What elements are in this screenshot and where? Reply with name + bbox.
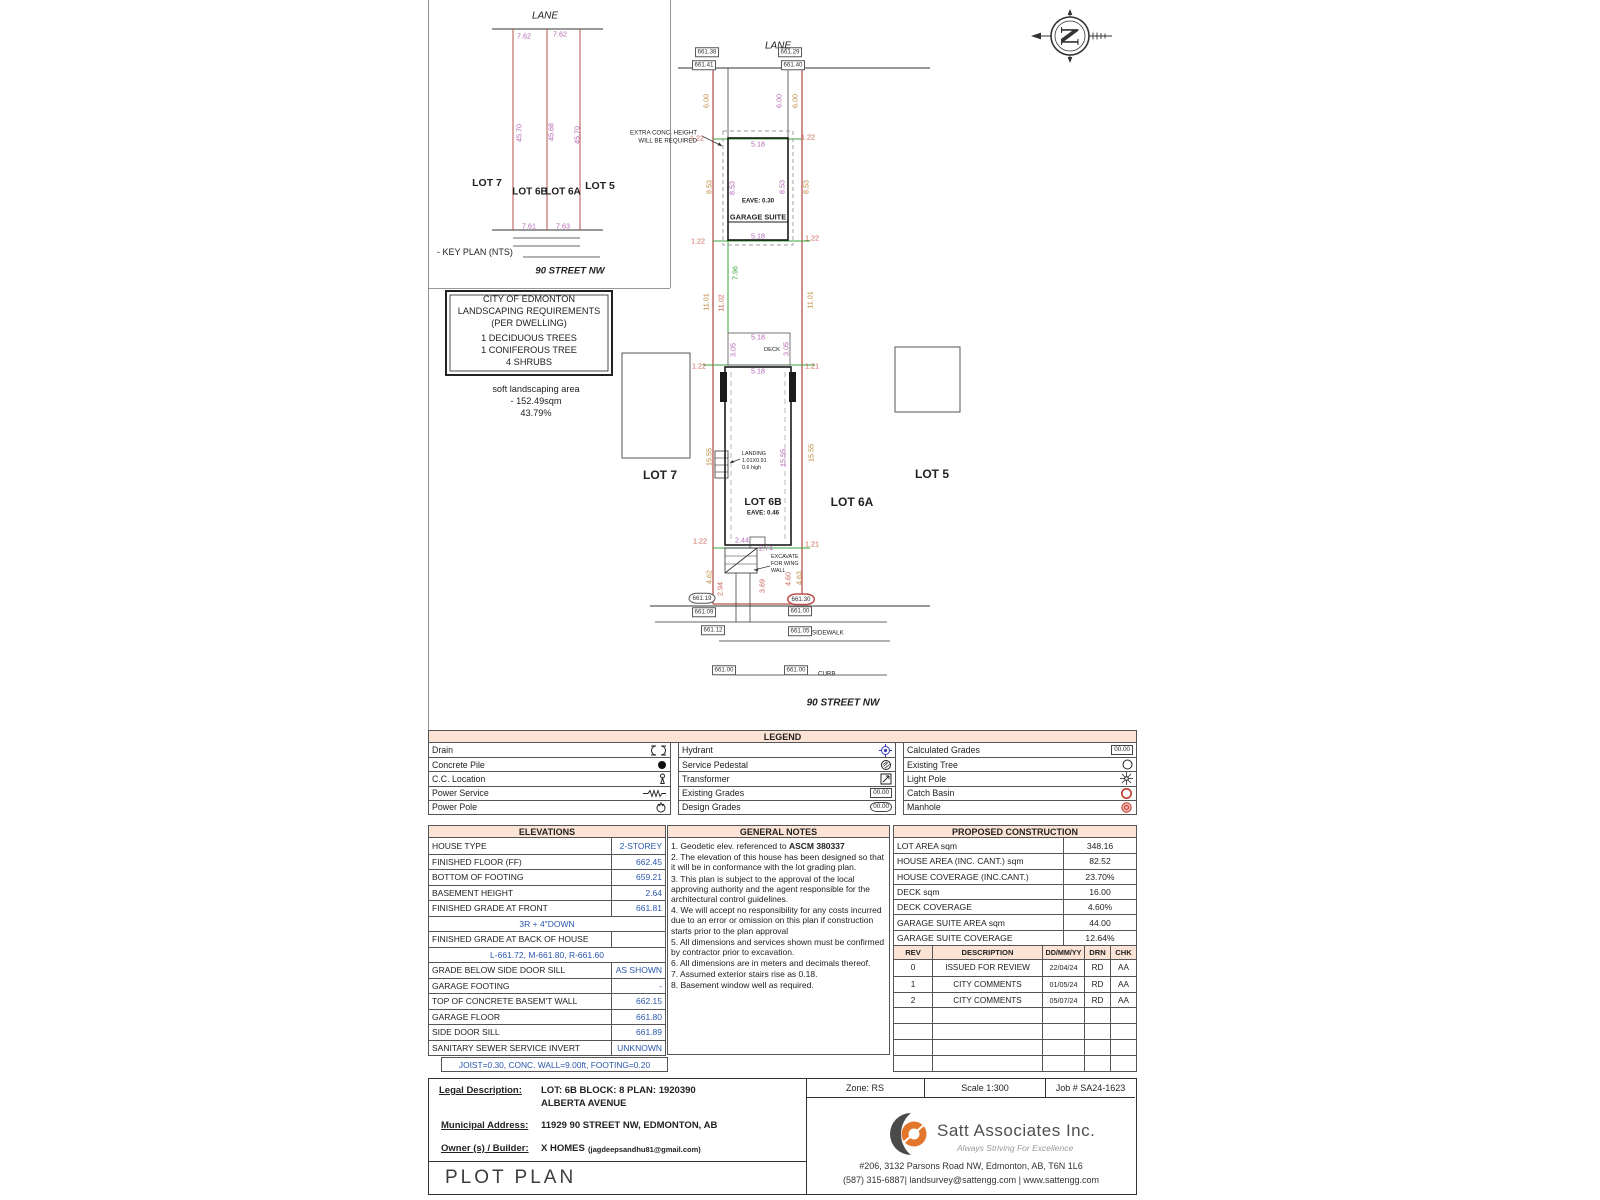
legend-row: [904, 786, 1136, 800]
revision-cell: [932, 1024, 1042, 1039]
legend-row: [679, 786, 895, 800]
light-pole-icon: [1120, 772, 1133, 785]
front-walk: [736, 573, 750, 622]
revision-cell: RD: [1084, 993, 1110, 1008]
svg-text:N: N: [1055, 26, 1085, 46]
key-plan-linework: [492, 29, 603, 257]
proposed-construction-table: [893, 825, 1137, 1072]
legend-row: [679, 771, 895, 785]
revision-header-cell: DD/MM/YY: [1042, 946, 1084, 959]
legend-row: [429, 800, 670, 814]
grade-value: 661.30: [788, 594, 815, 605]
elevation-label: TOP OF CONCRETE BASEM'T WALL: [432, 996, 578, 1007]
revision-cell: AA: [1110, 977, 1136, 992]
north-compass-icon: [1031, 9, 1112, 63]
plot-lot6b-label: LOT 6B: [744, 496, 782, 508]
legend-item-label: C.C. Location: [432, 773, 486, 784]
dimension-label: 3.05: [781, 342, 791, 356]
legend-row: [679, 800, 895, 814]
joist-note: JOIST=0.30, CONC. WALL=9.00ft, FOOTING=0.20: [441, 1057, 668, 1072]
zone-strip: [806, 1079, 1135, 1098]
general-notes-body: [667, 838, 890, 1055]
sheet-title: PLOT PLAN: [445, 1167, 577, 1188]
revision-row: [894, 960, 1136, 976]
revision-header-cell: DESCRIPTION: [932, 946, 1042, 959]
existing-grades-symbol: 00.00: [870, 788, 892, 798]
dimension-label: 8.53: [777, 180, 787, 194]
elevation-value: 662.15: [611, 994, 665, 1009]
dimension-label: 15.55: [704, 448, 714, 466]
garage-suite-label: GARAGE SUITE: [729, 212, 787, 222]
calculated-grades-symbol: 00.00: [1111, 745, 1133, 755]
elevations-row: [429, 900, 665, 916]
dimension-label: 5.18: [751, 231, 765, 241]
deck-label: DECK: [763, 347, 781, 353]
revision-row: [894, 1055, 1136, 1071]
revision-cell: [1042, 1024, 1084, 1039]
legend-row: [429, 771, 670, 785]
plot-street-label: 90 STREET NW: [806, 697, 880, 709]
revision-cell: [1084, 1056, 1110, 1071]
revision-cell: CITY COMMENTS: [932, 977, 1042, 992]
revision-cell: 1: [910, 979, 916, 989]
elevation-value: 2-STOREY: [611, 838, 665, 854]
revision-cell: 05/07/24: [1042, 993, 1084, 1008]
proposed-value: 16.00: [1063, 885, 1136, 899]
soft-landscaping-line: soft landscaping area: [492, 384, 580, 394]
company-logo-icon: [887, 1111, 933, 1157]
dimension-label: 8.53: [727, 181, 737, 195]
general-note: 1. Geodetic elev. referenced to ASCM 380337: [671, 841, 845, 851]
legend-row: [904, 743, 1136, 757]
legend-item-label: Manhole: [907, 802, 941, 813]
elevation-label: FINISHED GRADE AT FRONT: [432, 903, 548, 914]
cc-location-icon: [658, 773, 667, 785]
hydrant-icon: [879, 744, 892, 757]
dimension-label: 6.00: [774, 94, 784, 108]
dimension-label: 45.70: [572, 126, 582, 144]
grade-value: 661.00: [788, 606, 812, 616]
revision-cell: [1110, 1040, 1136, 1055]
legend-item-label: Design Grades: [682, 802, 741, 813]
keyplan-lane-label: LANE: [531, 10, 559, 22]
proposed-label: HOUSE AREA (INC. CANT.) sqm: [897, 856, 1024, 867]
design-grades-symbol: 00.00: [870, 802, 892, 812]
elevations-table: [428, 825, 666, 1056]
dimension-label: 45.70: [514, 124, 524, 142]
drain-icon: [650, 745, 667, 756]
legend-item-label: Power Pole: [432, 802, 477, 813]
dimension-label: 7.62: [553, 29, 567, 39]
proposed-construction-header: PROPOSED CONSTRUCTION: [893, 825, 1137, 838]
grade-value: 661.09: [692, 607, 716, 617]
legend-row: [429, 757, 670, 771]
keyplan-street-label: 90 STREET NW: [535, 265, 605, 277]
legend-item-label: Catch Basin: [907, 788, 955, 799]
existing-grades-symbol: [870, 788, 892, 798]
keyplan-lot5-label: LOT 5: [585, 180, 615, 192]
proposed-construction-row: [894, 838, 1136, 853]
general-note: 5. All dimensions and services shown must be confirmed by contractor prior to excavation.: [671, 936, 885, 957]
revision-cell: 0: [910, 963, 916, 973]
elevations-row: 3R + 4"DOWN: [429, 916, 665, 932]
dimension-label: 8.53: [801, 180, 811, 194]
elevation-value: 661.89: [611, 1025, 665, 1040]
legend-row: [904, 800, 1136, 814]
proposed-label: LOT AREA sqm: [897, 840, 958, 851]
extra-conc-note-line: EXTRA CONC. HEIGHT: [629, 129, 697, 137]
grade-value: 661.41: [692, 60, 716, 70]
elevation-value: UNKNOWN: [611, 1041, 665, 1056]
dimension-label: 3.69: [757, 579, 767, 593]
legend-column: [678, 742, 896, 815]
legal-description-label: Legal Description:: [439, 1085, 522, 1096]
proposed-construction-rows: [893, 838, 1137, 946]
legend-item-label: Concrete Pile: [432, 759, 485, 770]
revision-cell: ISSUED FOR REVIEW: [932, 960, 1042, 976]
elevations-row: [429, 962, 665, 978]
title-block: [428, 1078, 1137, 1195]
elevation-label: FINISHED FLOOR (FF): [432, 856, 522, 867]
proposed-construction-row: [894, 853, 1136, 868]
revision-cell: [1042, 1040, 1084, 1055]
owner-builder-email: (jagdeepsandhu81@gmail.com): [588, 1145, 701, 1154]
revision-header-cell: CHK: [1110, 946, 1136, 959]
elevations-row: [429, 978, 665, 994]
dimension-label: 1.21: [805, 361, 819, 371]
owner-builder-value: X HOMES: [541, 1143, 585, 1154]
general-note: 6. All dimensions are in meters and decimals thereof.: [671, 958, 871, 969]
title-block-divider-line: [429, 1161, 806, 1162]
legend-item-label: Existing Tree: [907, 759, 958, 770]
dimension-label: 1.21: [805, 539, 819, 549]
proposed-label: GARAGE SUITE AREA sqm: [897, 917, 1005, 928]
dimension-label: 5.18: [751, 139, 765, 149]
revision-cell: [1084, 1040, 1110, 1055]
legend-column: [428, 742, 671, 815]
legend-item-label: Transformer: [682, 773, 730, 784]
proposed-construction-row: [894, 930, 1136, 945]
dimension-label: 15.55: [806, 444, 816, 462]
owner-builder-label: Owner (s) / Builder:: [441, 1143, 529, 1154]
landscaping-title-line: LANDSCAPING REQUIREMENTS: [457, 306, 601, 316]
legal-description-value2: ALBERTA AVENUE: [541, 1098, 627, 1109]
dimension-label: 5.18: [751, 332, 765, 342]
keyplan-lot7-label: LOT 7: [472, 177, 502, 189]
revision-header-cell: DRN: [1084, 946, 1110, 959]
legend-row: [429, 743, 670, 757]
grade-value: 661.12: [701, 625, 725, 635]
soft-landscaping-line: - 152.49sqm: [510, 396, 562, 406]
general-note: 4. We will accept no responsibility for any costs incurred due to an error or omission on this plan if construction starts prior to the plan approval: [671, 905, 882, 936]
revision-row: [894, 1023, 1136, 1039]
lot-boundary: [678, 68, 930, 604]
revision-cell: [1084, 1024, 1110, 1039]
revision-cell: 01/05/24: [1042, 977, 1084, 992]
catch-basin-icon: [1120, 787, 1133, 800]
keyplan-lot6b-label: LOT 6B: [512, 186, 548, 198]
existing-tree-icon: [1122, 759, 1133, 770]
landing-steps: [715, 451, 740, 478]
proposed-value: 348.16: [1063, 838, 1136, 853]
landing-note-line: 1.01X0.91: [742, 458, 767, 464]
dimension-label: 4.63: [794, 571, 804, 585]
scale-value: Scale 1:300: [924, 1079, 1045, 1097]
elevations-row: [429, 854, 665, 870]
landscaping-title-line: (PER DWELLING): [491, 318, 567, 328]
legend-item-label: Drain: [432, 745, 454, 756]
proposed-value: 82.52: [1063, 854, 1136, 868]
revision-cell: [932, 1040, 1042, 1055]
grade-value: 661.00: [712, 665, 736, 675]
plot-lot7-label: LOT 7: [642, 468, 678, 482]
elevation-value: 661.81: [611, 901, 665, 916]
elevations-row: [429, 869, 665, 885]
revision-row: [894, 1007, 1136, 1023]
revision-cell: [932, 1008, 1042, 1023]
elevations-row: [429, 1040, 665, 1056]
municipal-address-value: 11929 90 STREET NW, EDMONTON, AB: [541, 1120, 718, 1131]
revision-cell: CITY COMMENTS: [932, 993, 1042, 1008]
elevation-label: SANITARY SEWER SERVICE INVERT: [432, 1042, 581, 1053]
elevations-row: [429, 885, 665, 901]
design-grades-symbol: [870, 802, 892, 812]
proposed-label: DECK sqm: [897, 887, 940, 898]
legend-item-label: Service Pedestal: [682, 759, 749, 770]
elevation-label: GARAGE FLOOR: [432, 1011, 501, 1022]
elevation-value: 2.64: [611, 886, 665, 901]
dimension-label: 2.94: [715, 582, 725, 596]
revision-cell: 22/04/24: [1042, 960, 1084, 976]
revision-cell: [1042, 1008, 1084, 1023]
dimension-label: 11.01: [805, 291, 815, 309]
revision-cell: [1042, 1056, 1084, 1071]
dimension-label: 7.61: [522, 221, 536, 231]
elevation-label: BASEMENT HEIGHT: [432, 887, 514, 898]
elevation-label: GARAGE FOOTING: [432, 980, 510, 991]
revision-cell: [1110, 1056, 1136, 1071]
elevation-label: SIDE DOOR SILL: [432, 1027, 500, 1038]
revision-row: [894, 1039, 1136, 1055]
elevation-label: GRADE BELOW SIDE DOOR SILL: [432, 965, 566, 976]
elevations-row: L-661.72, M-661.80, R-661.60: [429, 947, 665, 963]
general-notes-panel: [667, 825, 890, 1055]
transformer-icon: [880, 773, 892, 785]
legend-row: [429, 786, 670, 800]
revision-cell: [1110, 1008, 1136, 1023]
revision-cell: AA: [1110, 960, 1136, 976]
general-note: 3. This plan is subject to the approval of the local approving authority and the agent responsible for the architectural control guidelines.: [671, 873, 870, 904]
landscaping-item: 4 SHRUBS: [506, 357, 552, 367]
dimension-label: 2.44: [735, 535, 749, 545]
legend-row: [904, 771, 1136, 785]
revision-row: [894, 976, 1136, 992]
legend-row: [679, 757, 895, 771]
elevation-value: -: [611, 979, 665, 994]
proposed-construction-row: [894, 899, 1136, 914]
elevation-value: 662.45: [611, 855, 665, 870]
proposed-value: 44.00: [1063, 915, 1136, 929]
cant-marker: [720, 372, 727, 402]
dimension-label: 8.53: [704, 180, 714, 194]
legend-columns: [428, 743, 1137, 815]
dimension-label: 7.62: [517, 31, 531, 41]
legend-item-label: Calculated Grades: [907, 745, 980, 756]
grade-value: 661.00: [784, 665, 808, 675]
revision-cell: RD: [1084, 977, 1110, 992]
legend-item-label: Power Service: [432, 788, 489, 799]
elevations-row: [429, 931, 665, 947]
excavate-note-line: WALL: [771, 568, 786, 574]
zone-value: Zone: RS: [845, 1083, 885, 1093]
dimension-label: 4.60: [783, 572, 793, 586]
proposed-value: 4.60%: [1063, 900, 1136, 914]
sidewalk-label: SIDEWALK: [812, 629, 844, 637]
revision-cell: [932, 1056, 1042, 1071]
revision-cell: [894, 1008, 932, 1023]
dimension-label: 45.68: [546, 123, 556, 141]
elevation-value: [611, 932, 665, 947]
proposed-label: DECK COVERAGE: [897, 902, 972, 913]
grade-value: 661.29: [778, 47, 802, 57]
landscaping-item: 1 DECIDUOUS TREES: [481, 333, 577, 343]
municipal-address-label: Municipal Address:: [441, 1120, 529, 1131]
dimension-label: 7.63: [556, 221, 570, 231]
plot-lot5-label: LOT 5: [914, 467, 950, 481]
dimension-label: 1.22: [690, 133, 704, 143]
dimension-label: 1.22: [693, 536, 707, 546]
dimension-label: 1.22: [691, 236, 705, 246]
legend-item-label: Light Pole: [907, 773, 947, 784]
legend-header: LEGEND: [428, 730, 1137, 743]
elevation-value: AS SHOWN: [611, 963, 665, 978]
cant-marker: [789, 372, 796, 402]
manhole-icon: [1120, 801, 1133, 814]
excavate-note-line: FOR WING: [771, 561, 799, 567]
dimension-label: 5.18: [751, 366, 765, 376]
dimension-label: 1.22: [692, 361, 706, 371]
concrete-pile-icon: [657, 760, 667, 770]
general-note: 7. Assumed exterior stairs rise as 0.18.: [671, 969, 818, 980]
landing-note-line: LANDING: [742, 451, 766, 457]
revision-cell: [1110, 1024, 1136, 1039]
plot-lot6a-label: LOT 6A: [830, 495, 874, 509]
proposed-label: HOUSE COVERAGE (INC.CANT.): [897, 871, 1029, 882]
legend-row: [679, 743, 895, 757]
elevations-row: [429, 838, 665, 854]
dimension-label: 15.55: [778, 449, 788, 467]
elevation-label: BOTTOM OF FOOTING: [432, 872, 524, 883]
proposed-value: 23.70%: [1063, 870, 1136, 884]
elevation-label: FINISHED GRADE AT BACK OF HOUSE: [432, 934, 589, 945]
revision-row: [894, 992, 1136, 1008]
elevations-row: [429, 1009, 665, 1025]
keyplan-lot6a-label: LOT 6A: [545, 186, 581, 198]
revision-header-cell: REV: [905, 948, 921, 958]
house-eave-label: EAVE: 0.46: [746, 509, 780, 517]
garage-eave-label: EAVE: 0.30: [741, 197, 775, 205]
dimension-label: 11.01: [701, 293, 711, 311]
power-pole-icon: [655, 801, 667, 813]
dimension-label: 6.00: [701, 94, 711, 108]
company-tagline: Always Striving For Excellence: [957, 1143, 1074, 1153]
revision-cell: [1084, 1008, 1110, 1023]
dimension-label: 1.22: [801, 132, 815, 142]
grade-value: 661.38: [695, 47, 719, 57]
revision-cell: [894, 1056, 932, 1071]
revision-table-header: [893, 946, 1137, 960]
soft-landscaping-line: 43.79%: [520, 408, 552, 418]
dimension-label: 2.74: [759, 543, 773, 553]
revision-cell: AA: [1110, 993, 1136, 1008]
power-service-icon: [643, 789, 667, 798]
plot-lane-label: LANE: [764, 40, 792, 52]
extra-conc-note-line: WILL BE REQUIRED: [638, 137, 697, 145]
calculated-grades-symbol: [1111, 745, 1133, 755]
dimension-label: 11.02: [716, 294, 726, 312]
company-address: #206, 3132 Parsons Road NW, Edmonton, AB, T6N 1L6: [859, 1161, 1083, 1171]
legend-table: [428, 730, 1137, 815]
elevations-row: [429, 993, 665, 1009]
revision-cell: RD: [1084, 960, 1110, 976]
legend-column: [903, 742, 1137, 815]
excavate-note-line: EXCAVATE: [771, 554, 799, 560]
revision-cell: [894, 1040, 932, 1055]
revision-cell: 2: [910, 995, 916, 1005]
company-name: Satt Associates Inc.: [937, 1121, 1096, 1140]
grade-value: 661.40: [781, 60, 805, 70]
legend-row: [904, 757, 1136, 771]
revision-table-rows: [893, 960, 1137, 1072]
service-pedestal-icon: [880, 759, 892, 771]
proposed-value: 12.64%: [1063, 931, 1136, 945]
keyplan-caption: - KEY PLAN (NTS): [437, 247, 513, 257]
elevations-header: ELEVATIONS: [428, 825, 666, 838]
grade-value: 661.05: [788, 626, 812, 636]
general-note: 8. Basement window well as required.: [671, 980, 814, 991]
landscaping-item: 1 CONIFEROUS TREE: [481, 345, 577, 355]
proposed-label: GARAGE SUITE COVERAGE: [897, 932, 1013, 943]
elevation-value: 661.80: [611, 1010, 665, 1025]
legend-item-label: Existing Grades: [682, 788, 745, 799]
landscaping-title-line: CITY OF EDMONTON: [482, 294, 576, 304]
legal-description-value: LOT: 6B BLOCK: 8 PLAN: 1920390: [541, 1085, 696, 1096]
legend-item-label: Hydrant: [682, 745, 713, 756]
elevation-value: 659.21: [611, 870, 665, 885]
proposed-construction-row: [894, 914, 1136, 929]
general-note: 2. The elevation of this house has been designed so that it will be in conformance with the lot grading plan.: [671, 852, 884, 873]
dimension-label: 1.22: [805, 233, 819, 243]
revision-cell: [894, 1024, 932, 1039]
general-notes-header: GENERAL NOTES: [667, 825, 890, 838]
company-contact: (587) 315-6887| landsurvey@sattengg.com | www.sattengg.com: [843, 1175, 1099, 1185]
dimension-label: 6.00: [790, 94, 800, 108]
proposed-construction-row: [894, 869, 1136, 884]
dimension-label: 7.96: [730, 266, 740, 280]
dimension-label: 4.62: [704, 570, 714, 584]
elevations-row: [429, 1024, 665, 1040]
elevations-rows: [428, 838, 666, 1056]
landing-note-line: 0.6 high: [742, 465, 762, 471]
job-number: Job # SA24-1623: [1045, 1079, 1135, 1097]
dimension-label: 3.05: [728, 343, 738, 357]
curb-label: CURB: [818, 670, 836, 678]
proposed-construction-row: [894, 884, 1136, 899]
grade-value: 661.19: [689, 593, 716, 604]
elevation-label: HOUSE TYPE: [432, 840, 487, 851]
